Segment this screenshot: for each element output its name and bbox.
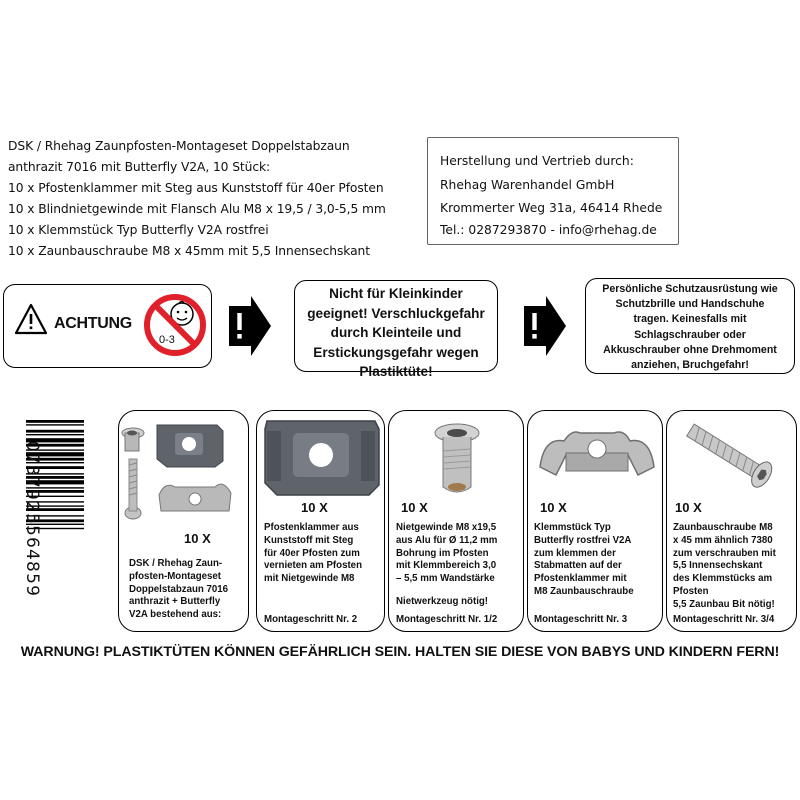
safety-line: anziehen, Bruchgefahr! (631, 359, 749, 372)
barcode-bar (26, 424, 84, 425)
achtung-box (3, 284, 212, 368)
assembly-step: Montageschritt Nr. 3 (534, 614, 628, 625)
warning-triangle-icon (14, 303, 48, 335)
product-title-line1: DSK / Rhehag Zaunpfosten-Montageset Doppelstabzaun (8, 139, 350, 153)
choking-line: Nicht für Kleinkinder (329, 286, 463, 301)
product-item: 10 x Blindnietgewinde mit Flansch Alu M8 x 19,5 / 3,0-5,5 mm (8, 202, 386, 216)
safety-line: Schlagschrauber oder (634, 328, 746, 341)
butterfly-clamp-image (528, 411, 663, 501)
rivet-nut-icon (122, 428, 144, 451)
choking-line: Erstickungsgefahr wegen (313, 344, 479, 360)
barcode-digits: 0737925564859 (22, 440, 42, 598)
choking-warning-box (294, 280, 498, 379)
card-count: 10 X (184, 531, 211, 546)
card-count: 10 X (301, 500, 328, 515)
card-post-clip (256, 410, 385, 632)
footer-warning: WARNUNG! PLASTIKTÜTEN KÖNNEN GEFÄHRLICH SEIN. HALTEN SIE DIESE VON BABYS UND KINDERN FERN! (20, 644, 780, 660)
butterfly-clamp-icon (159, 484, 231, 511)
product-title-line2: anthrazit 7016 mit Butterfly V2A, 10 Stück: (8, 160, 271, 174)
safety-line: Schutzbrille und Handschuhe (615, 298, 765, 311)
post-clip-image (257, 411, 385, 501)
product-description (8, 136, 428, 262)
fence-screw-image (667, 411, 797, 501)
rivet-nut-image (389, 411, 524, 501)
assembly-step: Montageschritt Nr. 2 (264, 614, 358, 625)
card-description: DSK / Rhehag Zaun- pfosten-Montageset Doppelstabzaun 7016 anthrazit + Butterfly V2A bestehend aus: (129, 558, 229, 621)
choking-line: geeignet! Verschluckgefahr (307, 305, 485, 321)
card-description: Zaunbauschraube M8 x 45 mm ähnlich 7380 zum verschrauben mit 5,5 Innensechskant des Klemmstücks am Pfosten 5,5 Zaunbau Bit nötig! (673, 522, 776, 610)
card-butterfly-clamp (527, 410, 663, 632)
screw-icon (125, 459, 141, 519)
safety-line: Persönliche Schutzausrüstung wie (602, 283, 778, 295)
achtung-label: ACHTUNG (54, 315, 132, 332)
card-fence-screw (666, 410, 797, 632)
card-count: 10 X (540, 500, 567, 515)
safety-line: Akkuschrauber ohne Drehmoment (603, 343, 777, 356)
card-set-overview (118, 410, 249, 632)
safety-line: tragen. Keinesfalls mit (633, 313, 747, 326)
assembly-step: Montageschritt Nr. 3/4 (673, 614, 775, 625)
product-item: 10 x Klemmstück Typ Butterfly V2A rostfrei (8, 223, 269, 237)
card-count: 10 X (675, 500, 702, 515)
no-children-0-3-icon (142, 289, 208, 361)
product-item: 10 x Pfostenklammer mit Steg aus Kunststoff für 40er Pfosten (8, 181, 384, 195)
arrow-right-icon (524, 296, 566, 356)
age-label: 0-3 (159, 334, 175, 346)
arrow-right-icon (229, 296, 271, 356)
card-count: 10 X (401, 500, 428, 515)
manufacturer-company: Rhehag Warenhandel GmbH (440, 178, 615, 192)
manufacturer-heading: Herstellung und Vertrieb durch: (440, 154, 634, 168)
manufacturer-box (427, 137, 679, 245)
choking-line: durch Kleinteile und (330, 325, 462, 340)
post-clip-icon (157, 425, 223, 467)
choking-line: Plastiktüte! (359, 364, 433, 379)
card-description: Nietgewinde M8 x19,5 aus Alu für Ø 11,2 mm Bohrung im Pfosten mit Klemmbereich 3,0 – 5,5 mm Wandstärke Nietwerkzeug nötig! (396, 522, 498, 607)
barcode-bar (26, 420, 84, 423)
product-item: 10 x Zaunbauschraube M8 x 45mm mit 5,5 Innensechskant (8, 244, 370, 258)
safety-equipment-box (585, 278, 795, 374)
card-description: Klemmstück Typ Butterfly rostfrei V2A zum klemmen der Stabmatten auf der Pfostenklammer mit M8 Zaunbauschraube (534, 522, 634, 597)
assembly-step: Montageschritt Nr. 1/2 (396, 614, 498, 625)
card-description: Pfostenklammer aus Kunststoff mit Steg für 40er Pfosten zum vernieten am Pfosten mit Nietgewinde M8 (264, 522, 362, 585)
manufacturer-contact: Tel.: 0287293870 - info@rhehag.de (440, 223, 657, 237)
card-rivet-nut (388, 410, 524, 632)
manufacturer-address: Krommerter Weg 31a, 46414 Rhede (440, 201, 663, 215)
set-parts-image (119, 411, 249, 531)
